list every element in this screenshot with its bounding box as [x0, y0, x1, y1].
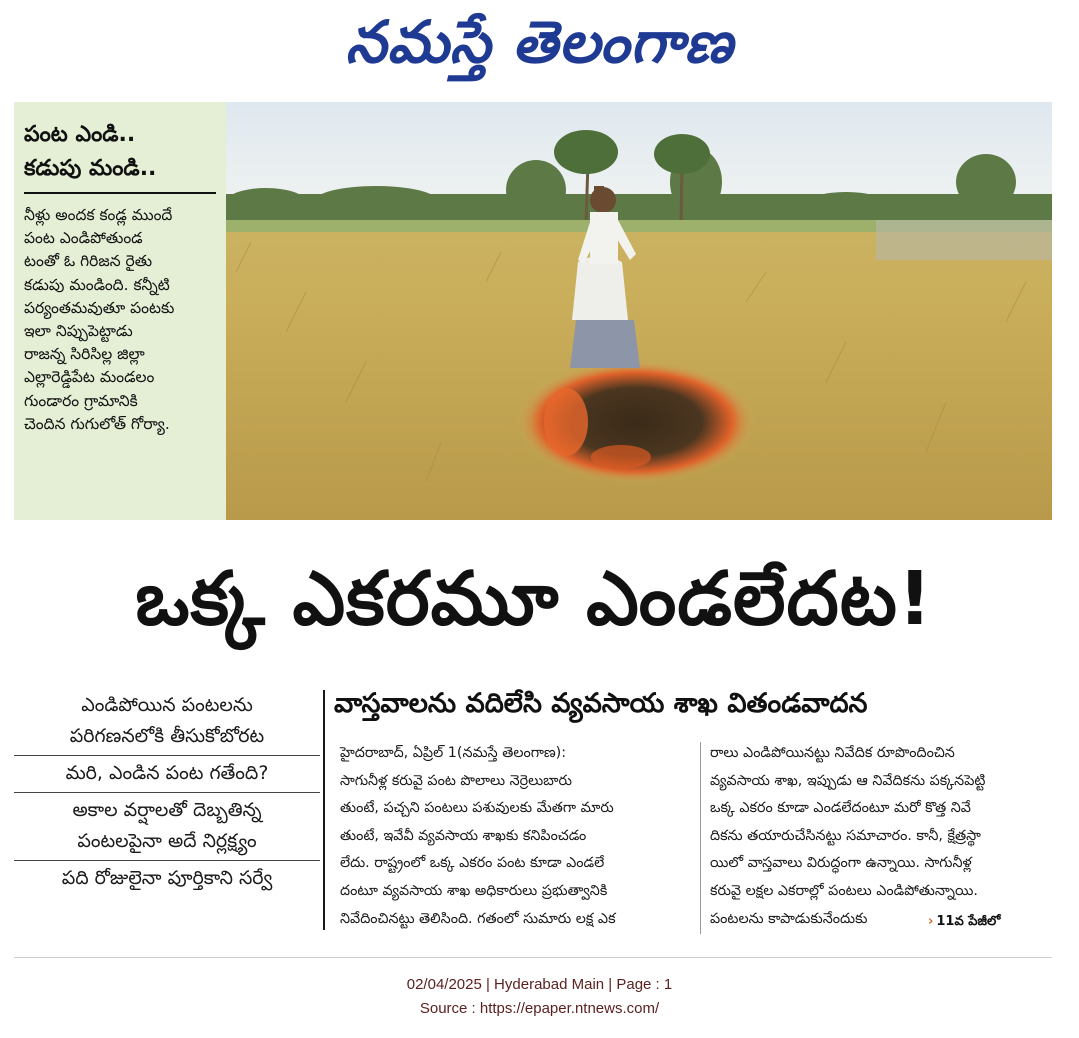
caption-body: నీళ్లు అందక కండ్ల ముందే పంట ఎండిపోతుండ టంతో ఓ గిరిజన రైతు కడుపు మండింది. కన్నీటి పర్యంతమవుతూ పంటకు ఇలా నిప్పుపెట్టాడు రాజన్న సిరిసిల్ల జిల్లా ఎల్లారెడ్డిపేట మండలం గుండారం గ్రామానికి చెందిన గుగులోత్ గోర్యా. — [24, 206, 175, 433]
column-divider — [700, 742, 701, 934]
highlight-item: పది రోజులైనా పూర్తికాని సర్వే — [61, 867, 273, 889]
source-link[interactable]: Source : https://epaper.ntnews.com/ — [419, 1000, 660, 1017]
continued-on-page-link[interactable] — [928, 914, 1000, 932]
lead-photo-block — [14, 102, 1052, 520]
headline-text: ఒక్క ఎకరమూ ఎండలేదట! — [135, 556, 933, 642]
subheadline-text: వాస్తవాలను వదిలేసి వ్యవసాయ శాఖ వితండవాదన — [334, 688, 868, 719]
sidebar-divider — [323, 690, 325, 930]
story-column-1: హైదరాబాద్, ఏప్రిల్ 1(నమస్తే తెలంగాణ): సాగునీళ్ల కరువై పంట పొలాలు నెర్రెలుబారు తుంటే, పచ్చని పంటలు పశువులకు మేతగా మారు తుంటే, ఇవేవీ వ్యవసాయ శాఖకు కనిపించడం లేదు. రాష్ట్రంలో ఒక్క ఎకరం పంట కూడా ఎండలే దంటూ వ్యవసాయ శాఖ అధికారులు ప్రభుత్వానికి నివేదించినట్టు తెలిసింది. గతంలో సుమారు లక్ష ఎక — [340, 745, 616, 927]
caption-divider — [24, 192, 216, 194]
edition-info: 02/04/2025 | Hyderabad Main | Page : 1 — [406, 976, 673, 993]
subheadline — [334, 686, 1054, 728]
arrow-icon: › — [928, 914, 934, 929]
main-headline — [14, 548, 1054, 668]
burning-field-photo — [226, 102, 1052, 520]
highlight-item: ఎండిపోయిన పంటలను పరిగణనలోకి తీసుకోబోరట — [14, 688, 320, 756]
masthead — [0, 0, 1079, 98]
highlight-item: అకాల వర్షాలతో దెబ్బతిన్న పంటలపైనా అదే నిర్లక్ష్యం — [14, 793, 320, 861]
highlight-item: మరి, ఎండిన పంట గతేంది? — [14, 756, 320, 793]
photo-caption-box — [14, 102, 226, 520]
story-column-2: రాలు ఎండిపోయినట్టు నివేదిక రూపొందించిన వ్యవసాయ శాఖ, ఇప్పుడు ఆ నివేదికను పక్కనపెట్టి ఒక్క ఎకరం కూడా ఎండలేదంటూ మరో కొత్త నివే దికను తయారుచేసినట్టు సమాచారం. కానీ, క్షేత్రస్థా యిలో వాస్తవాలు విరుద్ధంగా ఉన్నాయి. సాగునీళ్ల కరువై లక్షల ఎకరాల్లో పంటలు ఎండిపోతున్నాయి. పంటలను కాపాడుకునేందుకు — [710, 745, 986, 927]
footer-divider — [14, 957, 1052, 958]
highlights-sidebar — [14, 688, 320, 938]
continued-label: 11వ పేజీలో — [936, 914, 1001, 929]
newspaper-logo: నమస్తే తెలంగాణ — [345, 7, 734, 76]
caption-title: పంట ఎండి.. కడుపు మండి.. — [24, 122, 157, 181]
page-footer — [0, 973, 1079, 1021]
